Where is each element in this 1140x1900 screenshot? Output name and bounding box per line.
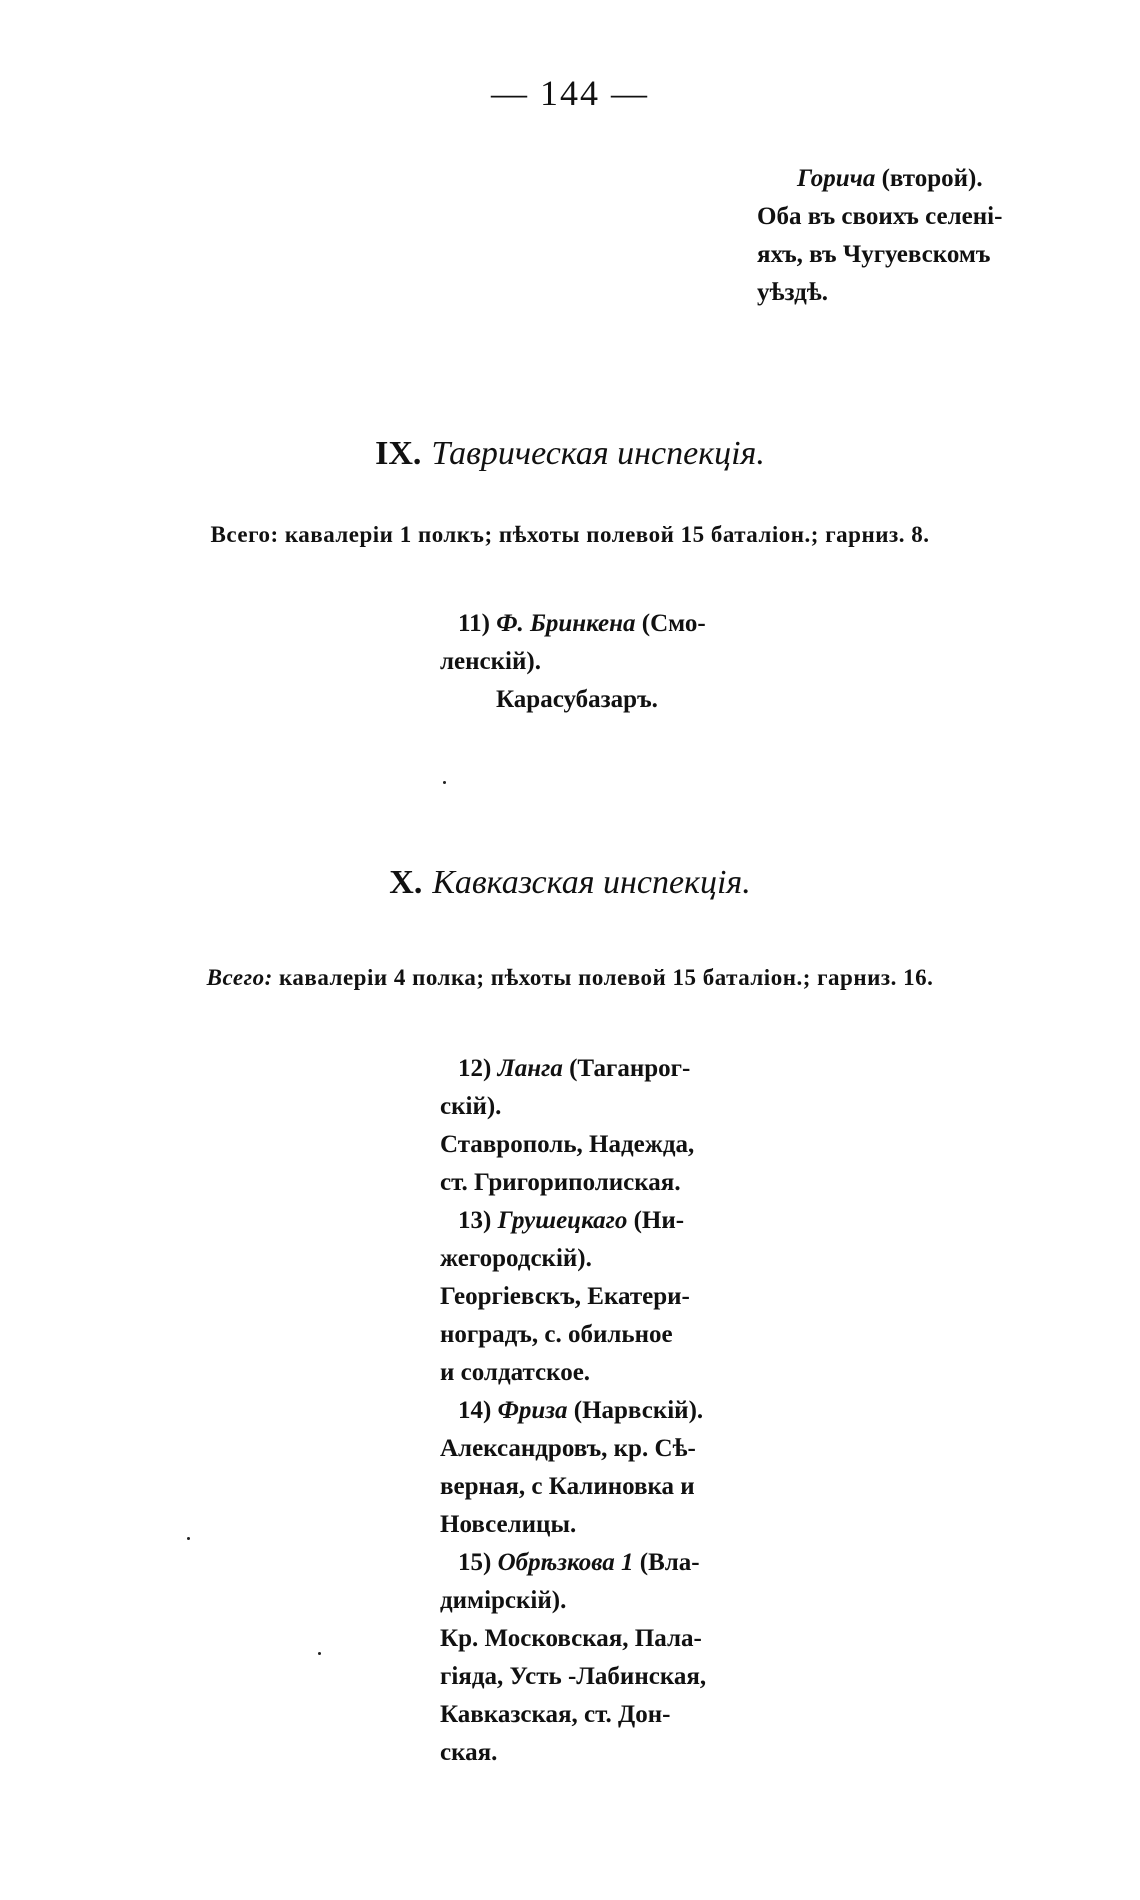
section-x-title: Кавказская инспекція.: [432, 864, 751, 901]
section-ix-entries: [440, 605, 760, 719]
top-note-name: Горича: [797, 165, 876, 192]
section-ix-total: Всего: кавалеріи 1 полкъ; пѣхоты полевой 15 баталіон.; гарниз. 8.: [210, 522, 930, 547]
section-ix-heading: [0, 435, 1140, 473]
section-x-total: [0, 965, 1140, 991]
entry-cont: скій).: [440, 1093, 502, 1120]
speck: [187, 1537, 190, 1540]
entry-11-heading: [440, 605, 760, 643]
entry-place-line: Кавказская, ст. Дон-: [440, 1701, 671, 1728]
entry-name: Ф. Бринкена: [496, 610, 636, 637]
top-note-line: Оба въ своихъ селені-: [757, 203, 1003, 230]
page-number: — 144 —: [491, 73, 649, 113]
entry-rest: (Нарвскій).: [567, 1397, 704, 1424]
entry-rest: (Вла-: [633, 1549, 700, 1576]
entry-number: 13): [458, 1207, 492, 1234]
entry-place-line: и солдатское.: [440, 1359, 591, 1386]
entry-13-heading: [440, 1202, 755, 1240]
entry-rest: (Ни-: [627, 1207, 685, 1234]
entry-place-line: верная, с Калиновка и: [440, 1473, 695, 1500]
entry-15-heading: [440, 1544, 755, 1582]
entry-name: Грушецкаго: [497, 1207, 628, 1234]
section-ix-title: Таврическая инспекція.: [431, 435, 765, 472]
entry-cont: ленскій).: [440, 648, 541, 675]
entry-cont: жегородскій).: [440, 1245, 592, 1272]
entry-place-line: ноградъ, с. обильное: [440, 1321, 673, 1348]
entry-place-line: гіяда, Усть -Лабинская,: [440, 1663, 707, 1690]
entry-cont: димірскій).: [440, 1587, 567, 1614]
section-ix-number: IX.: [375, 435, 422, 472]
entry-number: 11): [458, 610, 490, 637]
entry-place-line: Новселицы.: [440, 1511, 577, 1538]
entry-name: Обрѣзкова 1: [497, 1549, 634, 1576]
entry-place-line: Александровъ, кр. Сѣ-: [440, 1435, 696, 1462]
entry-12-heading: [440, 1050, 755, 1088]
entry-number: 14): [458, 1397, 492, 1424]
section-x-heading: [0, 864, 1140, 902]
section-x-total-text: кавалеріи 4 полка; пѣхоты полевой 15 баталіон.; гарниз. 16.: [272, 965, 934, 990]
entry-name: Ланга: [497, 1055, 563, 1082]
top-note-first-line: [757, 160, 1057, 198]
entry-number: 12): [458, 1055, 492, 1082]
entry-place-line: Ставрополь, Надежда,: [440, 1131, 695, 1158]
entry-number: 15): [458, 1549, 492, 1576]
section-x-total-label: Всего:: [206, 965, 273, 990]
section-x-number: X.: [389, 864, 423, 901]
top-note: [757, 160, 1057, 312]
entry-place: Карасубазаръ.: [496, 686, 658, 713]
speck: [443, 781, 446, 784]
entry-name: Фриза: [497, 1397, 568, 1424]
top-note-line: яхъ, въ Чугуевскомъ: [757, 241, 991, 268]
entry-rest: (Смо-: [635, 610, 706, 637]
top-note-rest: (второй).: [875, 165, 983, 192]
entry-place-line: Кр. Московская, Пала-: [440, 1625, 702, 1652]
top-note-line: уѣздѣ.: [757, 279, 828, 306]
entry-place-line: ст. Григориполиская.: [440, 1169, 681, 1196]
entry-place-line: ская.: [440, 1739, 498, 1766]
entry-14-heading: [440, 1392, 755, 1430]
section-x-entries: [440, 1050, 755, 1772]
speck: [318, 1652, 321, 1655]
entry-rest: (Таганрог-: [562, 1055, 691, 1082]
entry-place-line: Георгіевскъ, Екатери-: [440, 1283, 690, 1310]
